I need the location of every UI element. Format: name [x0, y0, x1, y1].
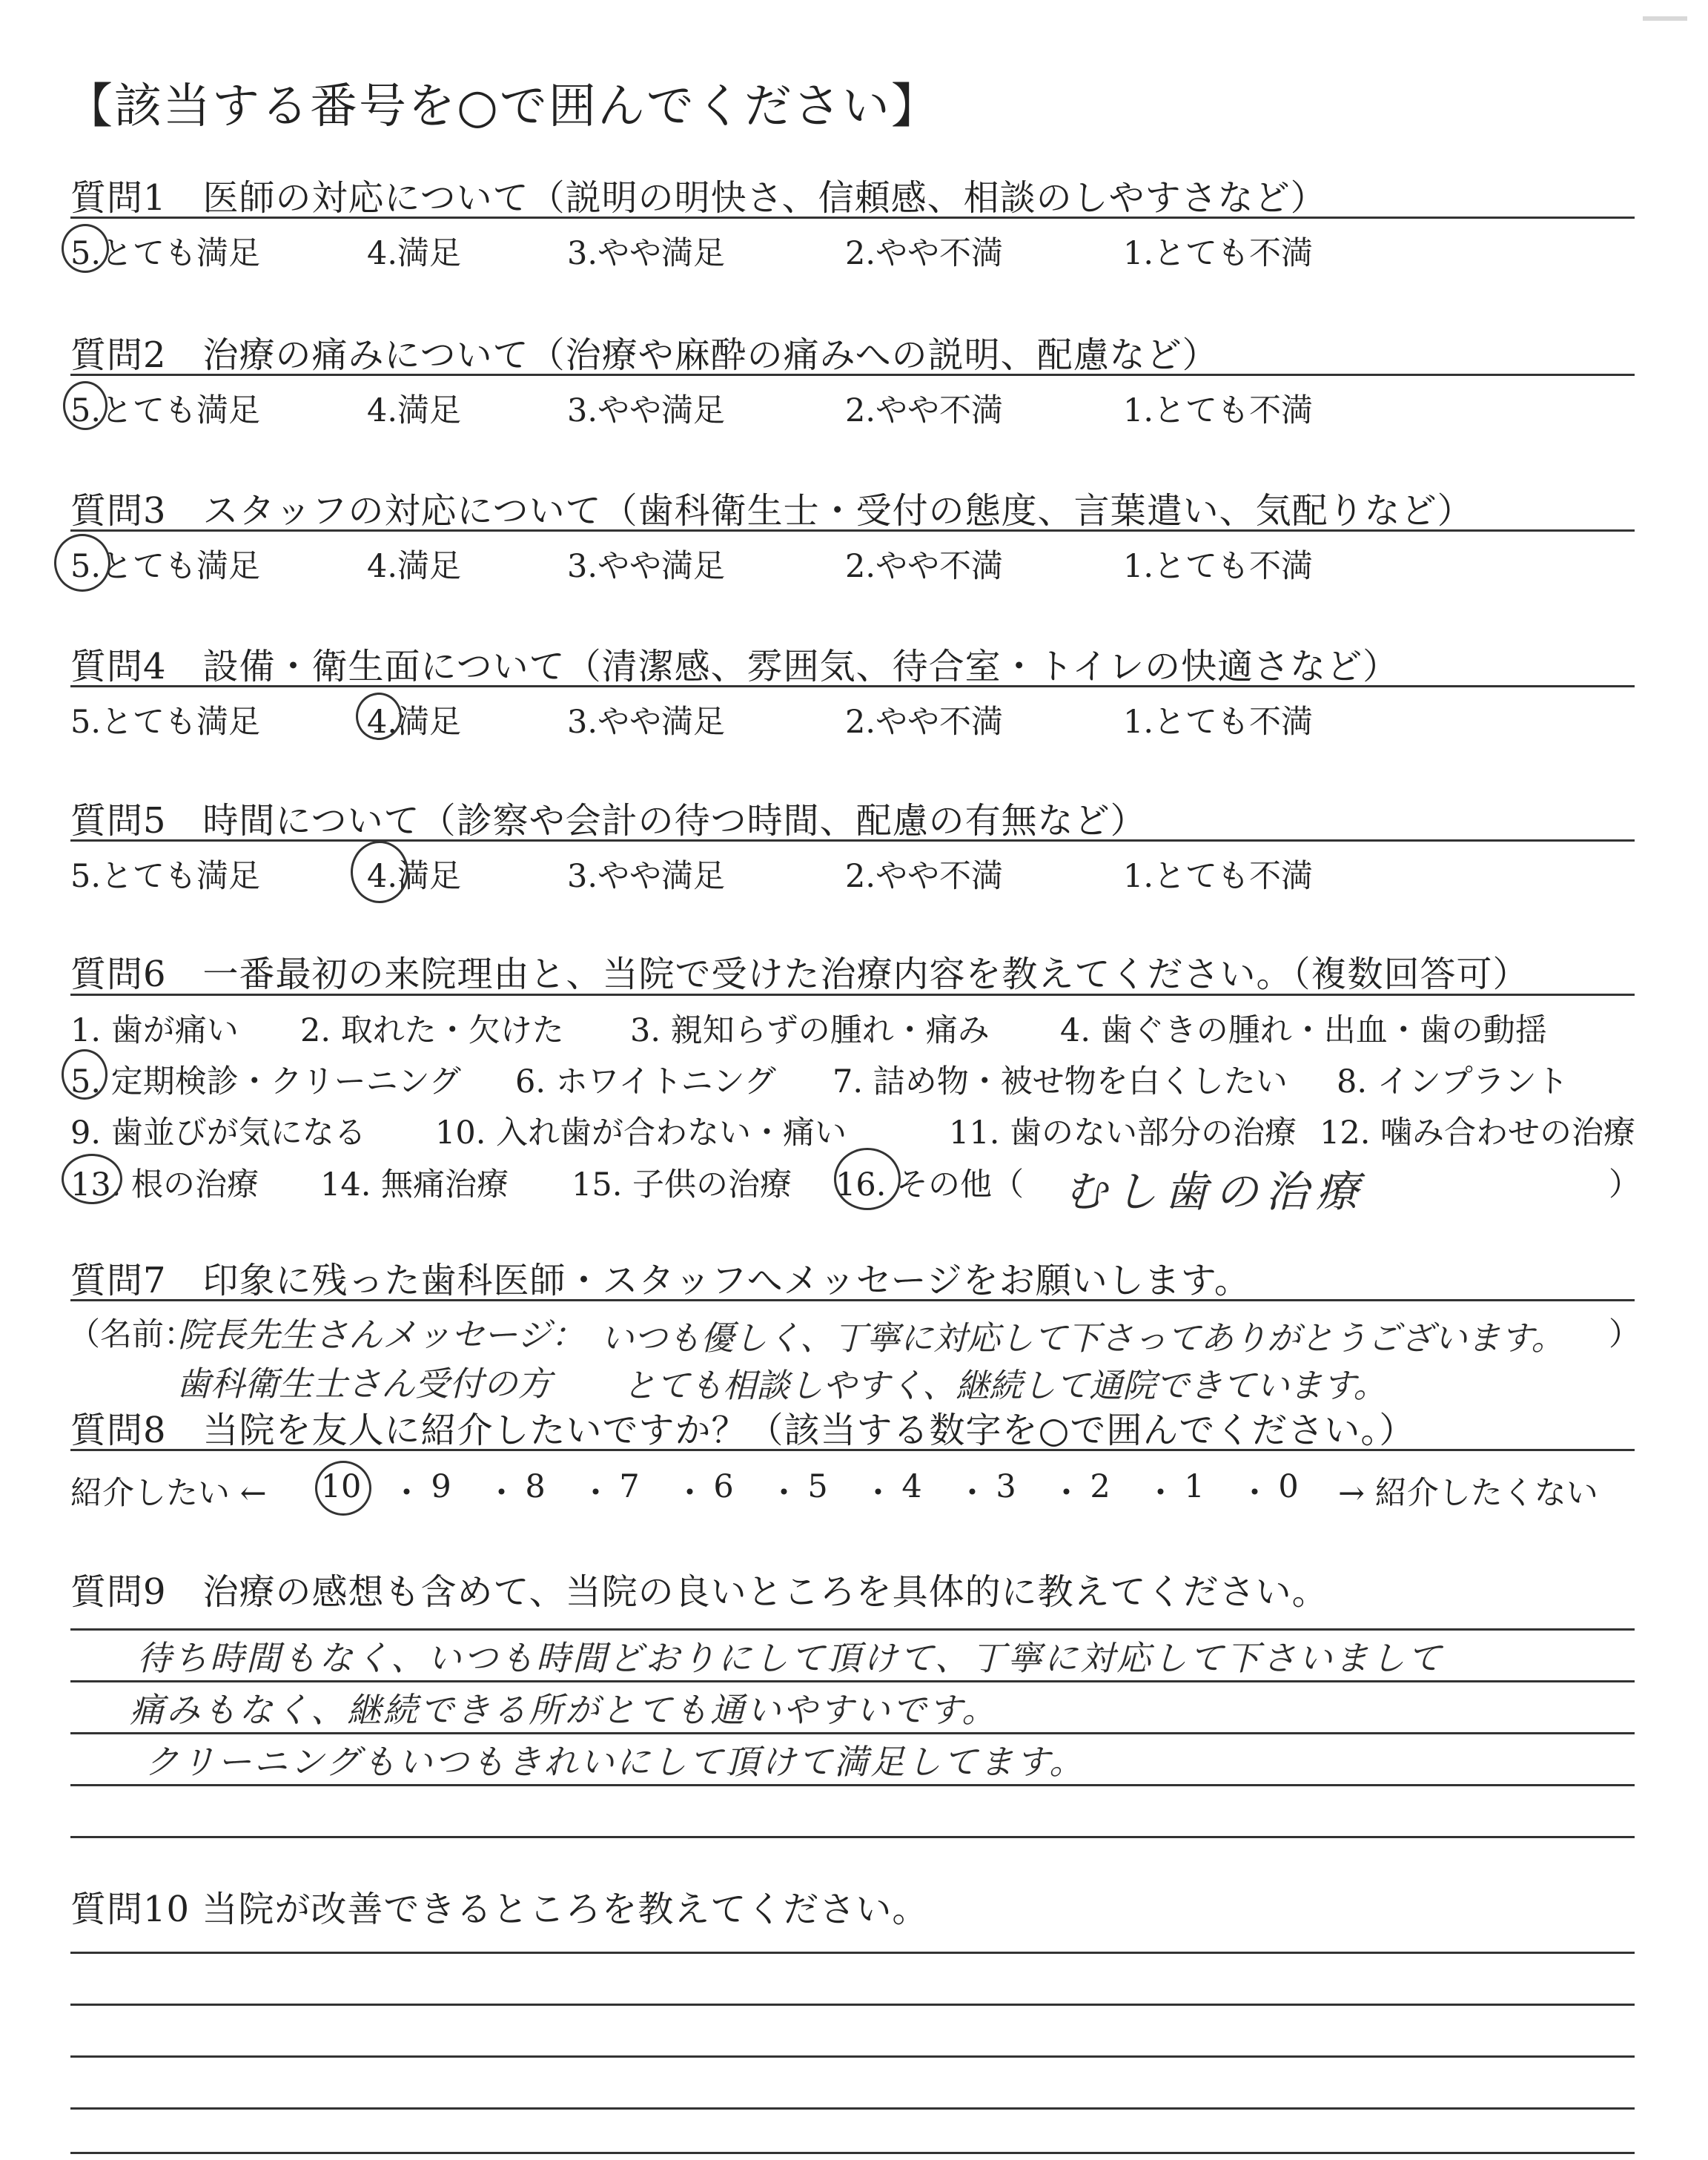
q1-option-1[interactable]: 1.とても不満 — [1123, 235, 1314, 272]
q8-option-0[interactable]: 0 — [1278, 1468, 1299, 1505]
q6-row-3 — [70, 1108, 1635, 1152]
q6-option-4[interactable]: 4. 歯ぐきの腫れ・出血・歯の動揺 — [1060, 1012, 1547, 1049]
q8-left-label: 紹介したい ← — [70, 1475, 267, 1512]
q2-option-2[interactable]: 2.やや不満 — [845, 392, 1004, 429]
q6-row-1 — [70, 1005, 1635, 1050]
q2-selection-circle — [63, 381, 107, 430]
q8-option-2[interactable]: 2 — [1090, 1468, 1110, 1505]
q9-answer-line-2[interactable]: 痛みもなく、継続できる所がとても通いやすいです。 — [130, 1690, 999, 1730]
q6-option-12[interactable]: 12. 噛み合わせの治療 — [1320, 1114, 1636, 1152]
q5-option-4[interactable]: 4.満足 — [367, 858, 462, 895]
q8-separator: ・ — [1145, 1475, 1176, 1512]
q8-separator: ・ — [391, 1475, 423, 1512]
q5-rule — [70, 839, 1635, 842]
q10-line-2 — [70, 2004, 1635, 2006]
q4-rule — [70, 685, 1635, 687]
q4-options — [70, 697, 1635, 742]
q6-title: 質問6 一番最初の来院理由と、当院で受けた治療内容を教えてください。（複数回答可） — [70, 954, 1529, 995]
q1-selection-circle — [62, 224, 109, 273]
q6-selection-circle-5 — [62, 1049, 107, 1100]
q6-row-4 — [70, 1160, 1641, 1204]
q6-option-6[interactable]: 6. ホワイトニング — [515, 1063, 776, 1100]
q9-line-2 — [70, 1680, 1635, 1682]
q9-title: 質問9 治療の感想も含めて、当院の良いところを具体的に教えてください。 — [70, 1571, 1328, 1613]
q2-option-1[interactable]: 1.とても不満 — [1123, 392, 1314, 429]
q5-option-2[interactable]: 2.やや不満 — [845, 858, 1004, 895]
q9-answer-line-3[interactable]: クリーニングもいつもきれいにして頂けて満足してます。 — [145, 1742, 1086, 1782]
scan-edge-mark — [1643, 16, 1687, 21]
q3-option-1[interactable]: 1.とても不満 — [1123, 548, 1314, 585]
q6-option-9[interactable]: 9. 歯並びが気になる — [70, 1114, 366, 1152]
q6-option-13[interactable]: 13. 根の治療 — [70, 1166, 259, 1203]
q8-right-label: → 紹介したくない — [1338, 1475, 1598, 1512]
q8-option-4[interactable]: 4 — [901, 1468, 922, 1505]
q9-line-5 — [70, 1836, 1635, 1838]
q8-option-1[interactable]: 1 — [1184, 1468, 1205, 1505]
q9-answer-line-1[interactable]: 待ち時間もなく、いつも時間どおりにして頂けて、丁寧に対応して下さいまして — [137, 1638, 1444, 1678]
q10-line-5 — [70, 2152, 1635, 2154]
q8-option-9[interactable]: 9 — [431, 1468, 451, 1505]
q6-option-11[interactable]: 11. 歯のない部分の治療 — [949, 1114, 1297, 1152]
q9-line-1 — [70, 1628, 1635, 1631]
q6-other-close-paren: ） — [1609, 1166, 1641, 1203]
q4-selection-circle — [356, 693, 402, 740]
q8-separator: ・ — [580, 1475, 612, 1512]
q1-options — [70, 228, 1635, 273]
q5-selection-circle — [351, 841, 408, 903]
q6-option-1[interactable]: 1. 歯が痛い — [70, 1012, 239, 1049]
q8-option-6[interactable]: 6 — [713, 1468, 734, 1505]
q1-option-3[interactable]: 3.やや満足 — [567, 235, 726, 272]
q10-line-3 — [70, 2055, 1635, 2058]
q9-line-4 — [70, 1784, 1635, 1786]
q7-close-paren: ） — [1609, 1316, 1641, 1353]
q8-option-7[interactable]: 7 — [619, 1468, 640, 1505]
q5-option-5[interactable]: 5.とても満足 — [70, 858, 261, 895]
q8-separator: ・ — [768, 1475, 800, 1512]
q3-option-2[interactable]: 2.やや不満 — [845, 548, 1004, 585]
q1-rule — [70, 217, 1635, 219]
q3-options — [70, 541, 1635, 586]
q7-rule — [70, 1299, 1635, 1301]
q7-name-label: （名前： — [68, 1316, 196, 1353]
q8-separator: ・ — [674, 1475, 706, 1512]
instruction-header: 【該当する番号を○で囲んでください】 — [65, 79, 940, 134]
q8-title: 質問8 当院を友人に紹介したいですか？（該当する数字を○で囲んでください。） — [70, 1410, 1416, 1451]
q6-row-2 — [70, 1057, 1635, 1101]
q6-option-3[interactable]: 3. 親知らずの腫れ・痛み — [630, 1012, 990, 1049]
q1-title: 質問1 医師の対応について（説明の明快さ、信頼感、相談のしやすさなど） — [70, 177, 1327, 219]
q2-option-5[interactable]: 5.とても満足 — [70, 392, 261, 429]
q8-separator: ・ — [956, 1475, 988, 1512]
q6-option-8[interactable]: 8. インプラント — [1337, 1063, 1569, 1100]
q6-option-7[interactable]: 7. 詰め物・被せ物を白くしたい — [833, 1063, 1288, 1100]
q2-options — [70, 386, 1635, 430]
q6-option-5[interactable]: 5. 定期検診・クリーニング — [70, 1063, 461, 1100]
q5-option-1[interactable]: 1.とても不満 — [1123, 858, 1314, 895]
q3-title: 質問3 スタッフの対応について（歯科衛生士・受付の態度、言葉遣い、気配りなど） — [70, 490, 1474, 532]
q1-option-5[interactable]: 5.とても満足 — [70, 235, 261, 272]
q7-title: 質問7 印象に残った歯科医師・スタッフへメッセージをお願いします。 — [70, 1260, 1251, 1301]
q6-option-10[interactable]: 10. 入れ歯が合わない・痛い — [435, 1114, 847, 1152]
q7-message-1[interactable]: いつも優しく、丁寧に対応して下さってありがとうございます。 — [600, 1318, 1565, 1358]
q3-selection-circle — [54, 534, 110, 592]
q4-option-3[interactable]: 3.やや満足 — [567, 704, 726, 741]
q4-title: 質問4 設備・衛生面について（清潔感、雰囲気、待合室・トイレの快適さなど） — [70, 646, 1400, 687]
q3-rule — [70, 529, 1635, 532]
q6-option-16[interactable]: 16. その他（ — [835, 1166, 1025, 1203]
q4-option-1[interactable]: 1.とても不満 — [1123, 704, 1314, 741]
q1-option-2[interactable]: 2.やや不満 — [845, 235, 1004, 272]
q5-options — [70, 851, 1635, 896]
q8-separator: ・ — [862, 1475, 894, 1512]
q6-option-2[interactable]: 2. 取れた・欠けた — [300, 1012, 564, 1049]
q2-title: 質問2 治療の痛みについて（治療や麻酔の痛みへの説明、配慮など） — [70, 334, 1219, 376]
q2-option-4[interactable]: 4.満足 — [367, 392, 462, 429]
q7-recipient-2[interactable]: 歯科衛生士さん受付の方 — [176, 1364, 552, 1404]
q8-option-3[interactable]: 3 — [996, 1468, 1016, 1505]
q5-option-3[interactable]: 3.やや満足 — [567, 858, 726, 895]
q7-message-2[interactable]: とても相談しやすく、継続して通院できています。 — [623, 1366, 1387, 1405]
q8-option-8[interactable]: 8 — [525, 1468, 546, 1505]
q6-selection-circle-13 — [62, 1154, 122, 1204]
q8-scale — [70, 1468, 1635, 1513]
q9-line-3 — [70, 1732, 1635, 1734]
q6-option-14[interactable]: 14. 無痛治療 — [320, 1166, 509, 1203]
q8-separator: ・ — [1239, 1475, 1271, 1512]
q5-title: 質問5 時間について（診察や会計の待つ時間、配慮の有無など） — [70, 800, 1147, 842]
q6-other-handwritten[interactable]: むし歯の治療 — [1064, 1166, 1367, 1217]
q4-option-4[interactable]: 4.満足 — [367, 704, 462, 741]
q2-rule — [70, 374, 1635, 376]
q6-rule — [70, 994, 1635, 996]
q8-selection-circle — [315, 1461, 371, 1516]
q7-recipient-1[interactable]: 院長先生さんメッセージ： — [178, 1315, 586, 1355]
q3-option-3[interactable]: 3.やや満足 — [567, 548, 726, 585]
q10-title: 質問10 当院が改善できるところを教えてください。 — [70, 1889, 929, 1930]
q6-option-15[interactable]: 15. 子供の治療 — [572, 1166, 792, 1203]
q8-rule — [70, 1449, 1635, 1451]
q8-option-5[interactable]: 5 — [807, 1468, 828, 1505]
q3-option-4[interactable]: 4.満足 — [367, 548, 462, 585]
q8-option-10[interactable]: 10 — [320, 1468, 362, 1505]
q1-option-4[interactable]: 4.満足 — [367, 235, 462, 272]
q3-option-5[interactable]: 5.とても満足 — [70, 548, 261, 585]
q10-line-4 — [70, 2107, 1635, 2110]
q10-line-1 — [70, 1952, 1635, 1954]
q8-separator: ・ — [486, 1475, 517, 1512]
q8-separator: ・ — [1050, 1475, 1082, 1512]
q4-option-2[interactable]: 2.やや不満 — [845, 704, 1004, 741]
q2-option-3[interactable]: 3.やや満足 — [567, 392, 726, 429]
q6-selection-circle-16 — [834, 1148, 901, 1210]
q4-option-5[interactable]: 5.とても満足 — [70, 704, 261, 741]
